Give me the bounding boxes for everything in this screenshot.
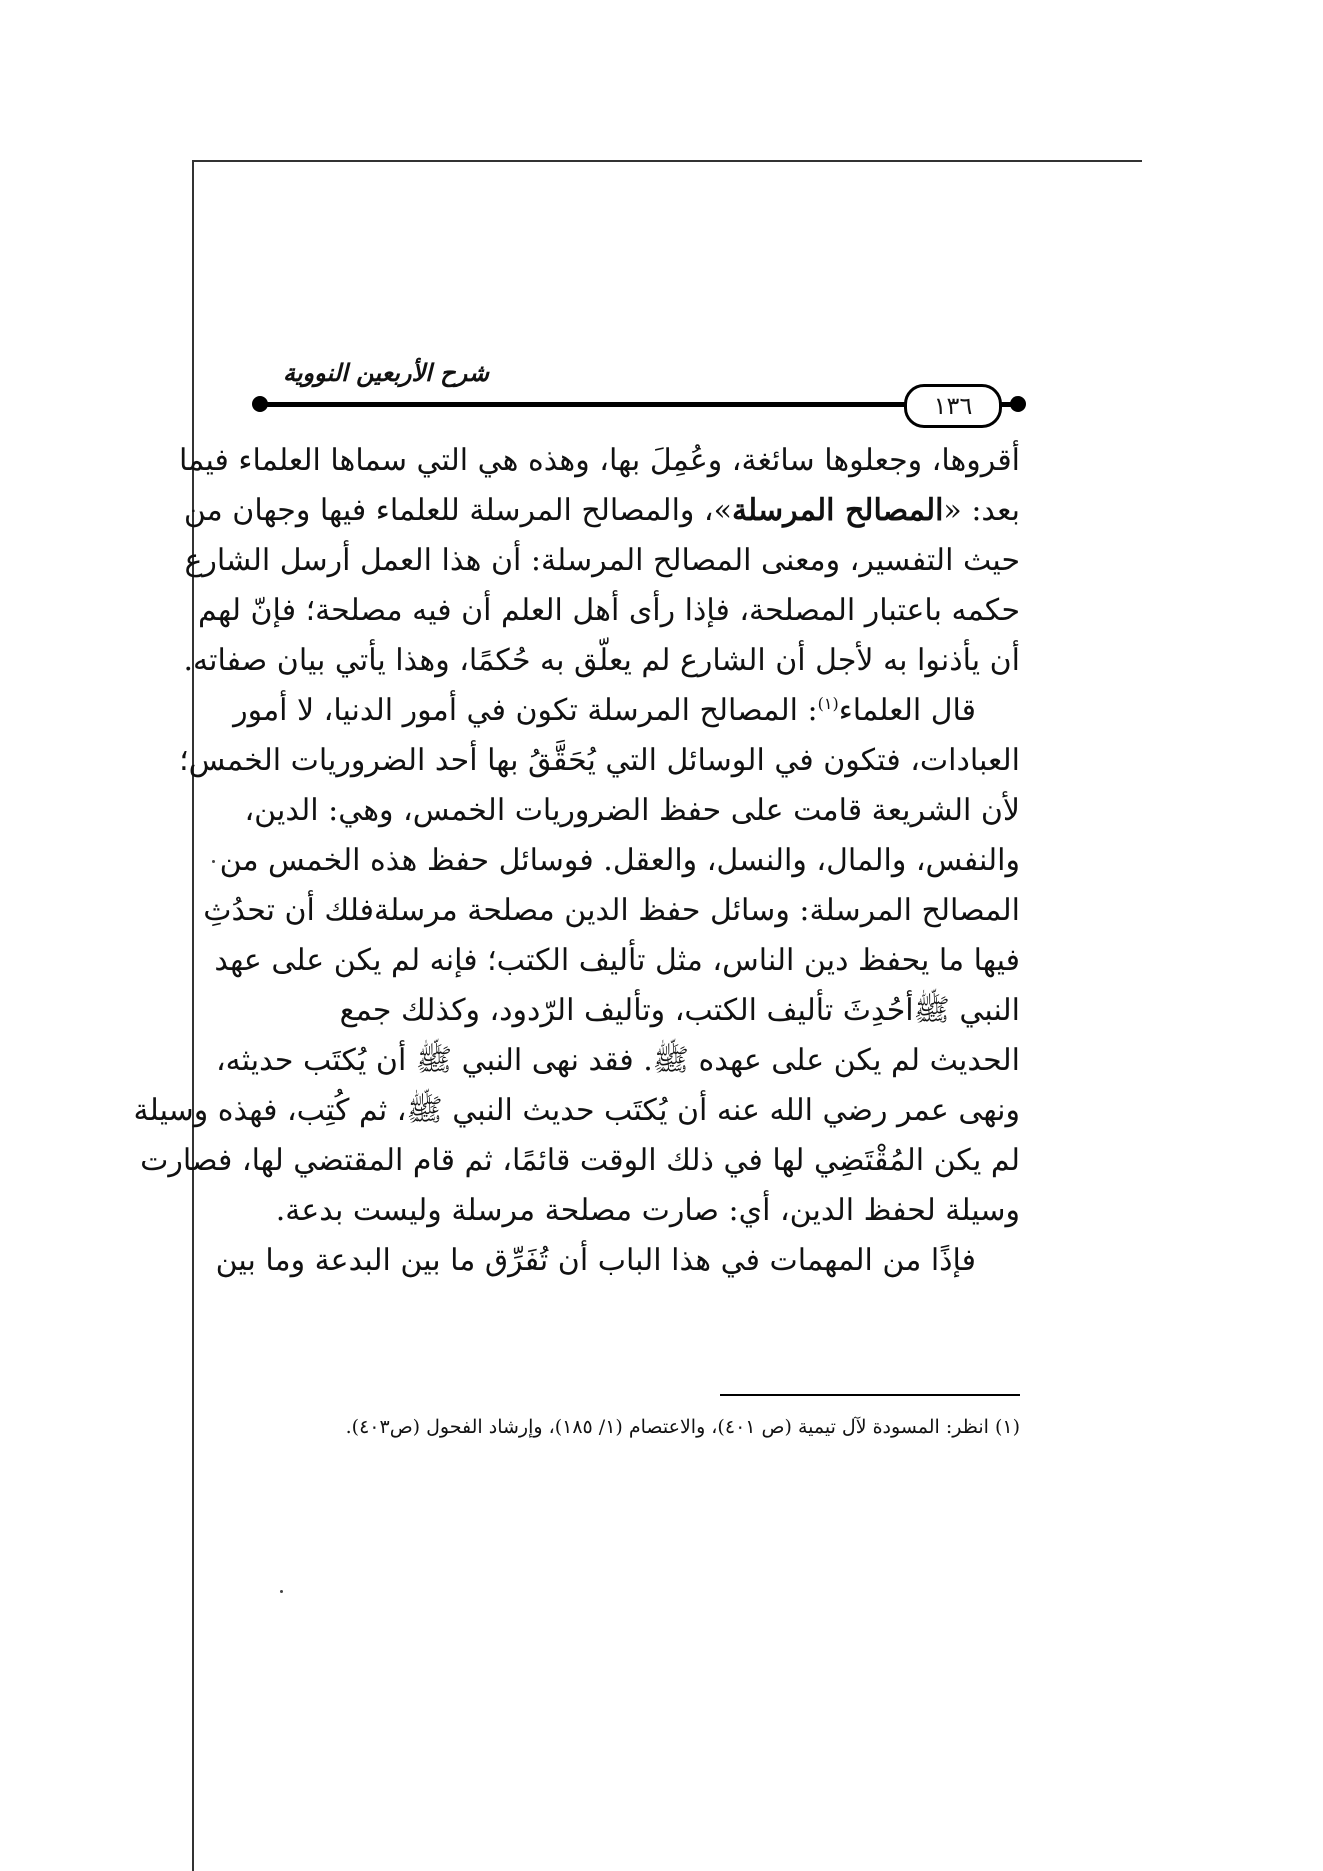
text-line: الحديث لم يكن على عهده ﷺ. فقد نهى النبي ﷺ أن يُكتَب حديثه،	[215, 1043, 1020, 1078]
text-line: حكمه باعتبار المصلحة، فإذا رأى أهل العلم أن فيه مصلحة؛ فإنّ لهم	[198, 593, 1020, 628]
header-ornament-right	[1010, 396, 1026, 412]
text-line: النبي ﷺأحُدِثَ تأليف الكتب، وتأليف الرّدود، وكذلك جمع	[339, 993, 1020, 1028]
paragraph-start	[233, 686, 1020, 736]
text-fragment: قال العلماء	[838, 693, 976, 728]
footnote-marker: (١)	[817, 694, 839, 713]
bold-term: المصالح المرسلة	[731, 493, 944, 528]
text-line: أقروها، وجعلوها سائغة، وعُمِلَ بها، وهذه هي التي سماها العلماء فيما	[179, 443, 1020, 478]
text-fragment: »، والمصالح المرسلة للعلماء فيها وجهان من	[183, 493, 732, 528]
page-header	[258, 358, 1020, 418]
footnote: (١) انظر: المسودة لآل تيمية (ص ٤٠١)، والاعتصام (١/ ١٨٥)، وإرشاد الفحول (ص٤٠٣).	[345, 1416, 1020, 1438]
text-line: أن يأذنوا به لأجل أن الشارع لم يعلّق به حُكمًا، وهذا يأتي بيان صفاته.	[183, 643, 1020, 678]
footnote-separator	[720, 1394, 1020, 1396]
running-title: شرح الأربعين النووية	[282, 358, 490, 387]
text-fragment: بعد: «	[943, 493, 1020, 528]
scan-speck	[212, 860, 215, 863]
text-line: لأن الشريعة قامت على حفظ الضروريات الخمس، وهي: الدين،	[244, 793, 1020, 828]
text-line: العبادات، فتكون في الوسائل التي يُحَقَّقُ بها أحد الضروريات الخمس؛	[179, 743, 1020, 778]
text-line: لم يكن المُقْتَضِي لها في ذلك الوقت قائمًا، ثم قام المقتضي لها، فصارت	[140, 1143, 1020, 1178]
page-frame-top-line	[192, 160, 1142, 162]
main-text	[133, 436, 1020, 1286]
paragraph-start: فإذًا من المهمات في هذا الباب أن تُفَرِّق ما بين البدعة وما بين	[215, 1243, 976, 1278]
text-line: ونهى عمر رضي الله عنه أن يُكتَب حديث النبي ﷺ، ثم كُتِب، فهذه وسيلة	[133, 1093, 1020, 1128]
header-ornament-left	[252, 396, 268, 412]
text-line: والنفس، والمال، والنسل، والعقل. فوسائل حفظ هذه الخمس من	[219, 843, 1020, 878]
text-fragment: : المصالح المرسلة تكون في أمور الدنيا، لا أمور	[233, 693, 818, 728]
scan-speck	[280, 1590, 283, 1593]
text-line	[183, 486, 1020, 536]
text-line: فيها ما يحفظ دين الناس، مثل تأليف الكتب؛ فإنه لم يكن على عهد	[214, 943, 1020, 978]
page-frame-left-line	[192, 160, 194, 1871]
text-line: حيث التفسير، ومعنى المصالح المرسلة: أن هذا العمل أرسل الشارع	[184, 543, 1020, 578]
text-line: وسيلة لحفظ الدين، أي: صارت مصلحة مرسلة وليست بدعة.	[275, 1193, 1020, 1228]
page-number: ١٣٦	[904, 384, 1002, 428]
text-line: المصالح المرسلة: وسائل حفظ الدين مصلحة مرسلةفلك أن تحدُثِ	[203, 893, 1020, 928]
